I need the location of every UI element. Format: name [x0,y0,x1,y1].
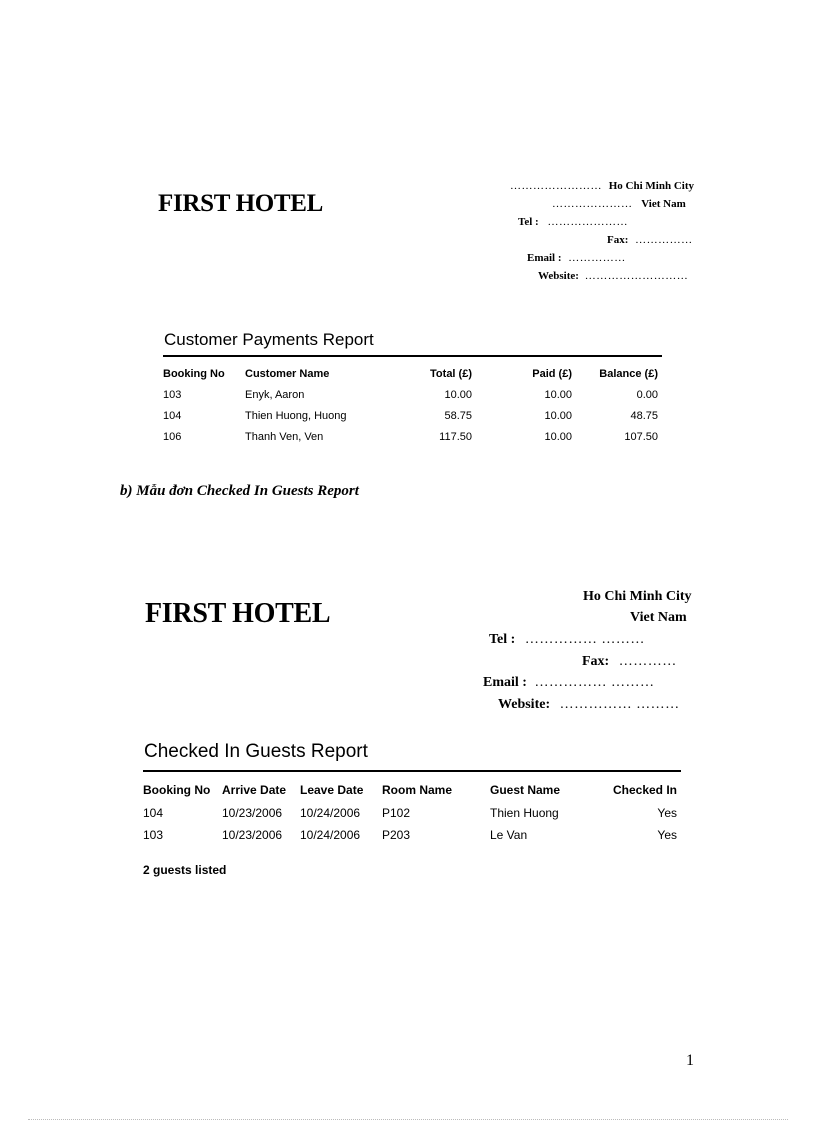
header-checked-in: Checked In [612,783,677,797]
address-fax-line: Fax: …………… [607,234,693,246]
report-title: Checked In Guests Report [144,741,368,762]
address-country-line: Viet Nam [630,610,687,625]
address-email-line: Email : …………… ……… [483,675,655,690]
cell-paid: 10.00 [544,431,572,443]
cell-booking-no: 106 [163,431,182,443]
header-leave-date: Leave Date [300,783,364,797]
cell-room-name: P203 [382,828,411,842]
header-arrive-date: Arrive Date [222,783,287,797]
cell-room-name: P102 [382,806,411,820]
address-email-line: Email : …………… [527,252,626,264]
cell-balance: 107.50 [624,431,658,443]
cell-total: 58.75 [444,410,472,422]
address-city-line: …………………… Ho Chi Minh City [510,180,695,192]
header-booking-no: Booking No [163,368,225,380]
title-divider [143,770,681,772]
title-divider [163,355,662,357]
cell-total: 10.00 [444,389,472,401]
cell-balance: 48.75 [630,410,658,422]
cell-leave-date: 10/24/2006 [300,828,361,842]
hotel-name: FIRST HOTEL [145,598,331,629]
cell-paid: 10.00 [544,410,572,422]
cell-guest-name: Thien Huong [490,806,559,820]
address-tel-line: Tel : …………… ……… [489,632,645,647]
cell-total: 117.50 [439,431,472,443]
cell-arrive-date: 10/23/2006 [222,806,283,820]
header-guest-name: Guest Name [490,783,561,797]
cell-booking-no: 103 [163,389,182,401]
header-booking-no: Booking No [143,783,211,797]
address-city-line: Ho Chi Minh City [583,589,692,604]
cell-guest-name: Le Van [490,828,528,842]
cell-booking-no: 104 [143,806,164,820]
hotel-name: FIRST HOTEL [158,190,324,217]
cell-customer-name: Thanh Ven, Ven [245,431,324,443]
header-customer-name: Customer Name [245,368,330,380]
guests-count-footer: 2 guests listed [143,863,227,877]
header-balance: Balance (£) [599,368,658,380]
section-caption: b) Mẫu đơn Checked In Guests Report [120,483,359,499]
address-tel-line: Tel : ………………… [518,216,628,228]
header-room-name: Room Name [382,783,453,797]
cell-customer-name: Thien Huong, Huong [245,410,347,422]
cell-checked-in: Yes [657,806,677,820]
cell-booking-no: 104 [163,410,182,422]
address-website-line: Website: …………… ……… [498,697,680,712]
cell-customer-name: Enyk, Aaron [245,389,305,401]
cell-booking-no: 103 [143,828,164,842]
address-fax-line: Fax: ………… [582,654,677,669]
address-website-line: Website: ……………………… [538,270,689,282]
cell-balance: 0.00 [636,389,658,401]
cell-arrive-date: 10/23/2006 [222,828,283,842]
header-paid: Paid (£) [532,368,572,380]
address-country-line: ………………… Viet Nam [552,198,686,210]
report-title: Customer Payments Report [164,330,374,349]
cell-leave-date: 10/24/2006 [300,806,361,820]
page-number: 1 [686,1052,694,1069]
cell-paid: 10.00 [544,389,572,401]
header-total: Total (£) [430,368,472,380]
page-bottom-border [28,1119,788,1120]
cell-checked-in: Yes [657,828,677,842]
